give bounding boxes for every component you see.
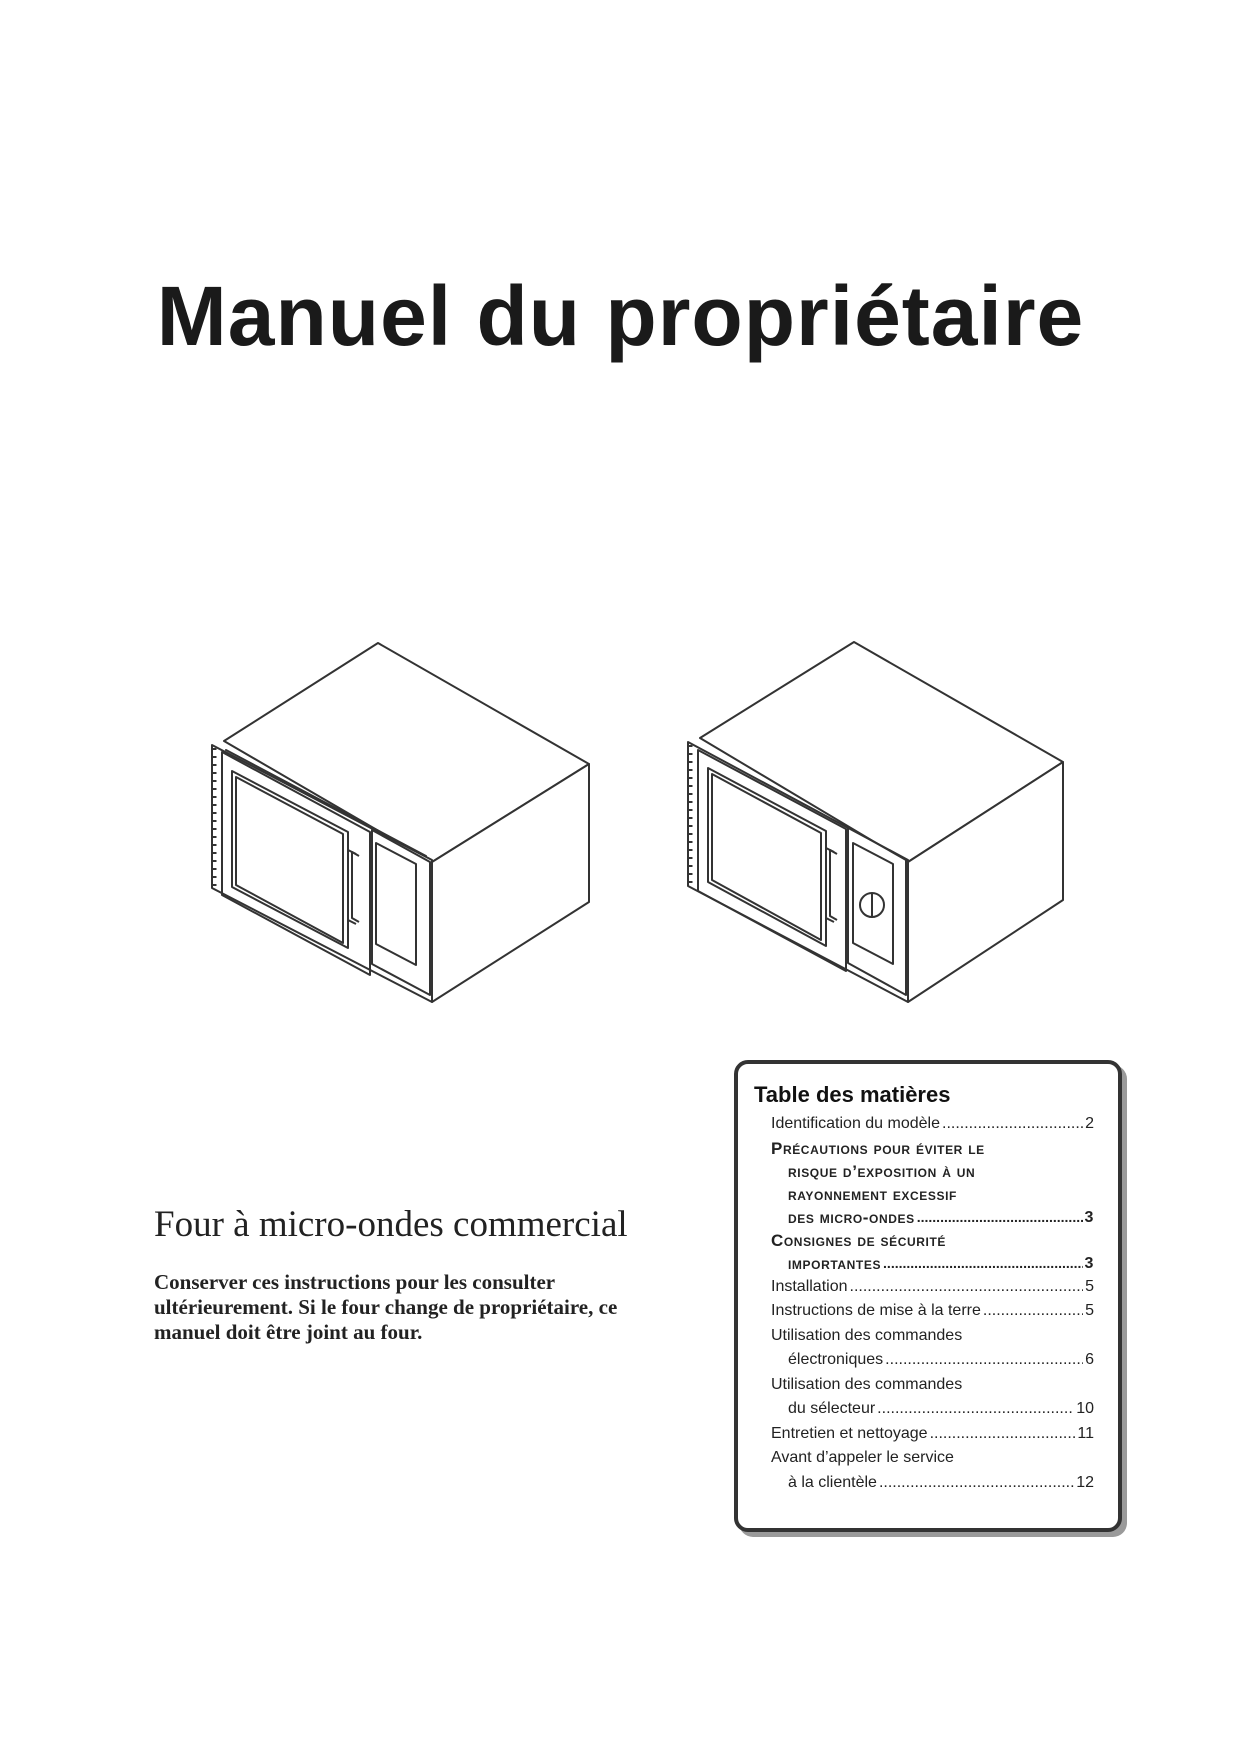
toc-entry-microwave-precautions[interactable]: Précautions pour éviter le risque d’exposition à un rayonnement excessif des micro-ondes ..... 3: [754, 1137, 1094, 1229]
toc-heading: Table des matières: [754, 1082, 951, 1107]
toc-entry-installation[interactable]: Installation ..... 5: [754, 1275, 1094, 1300]
keep-instructions-note: Conserver ces instructions pour les consulter ultérieurement. Si le four change de propriétaire, ce manuel doit être joint au four.: [154, 1270, 618, 1344]
microwave-dial-control-illustration: [688, 642, 1063, 1002]
product-subtitle: Four à micro-ondes commercial: [154, 1204, 628, 1245]
toc-entry-care-cleaning[interactable]: Entretien et nettoyage ..... 11: [754, 1422, 1094, 1447]
table-of-contents: [734, 1060, 1122, 1532]
toc-entry-electronic-controls[interactable]: Utilisation des commandes électroniques ..... 6: [754, 1324, 1094, 1373]
page-title: Manuel du propriétaire: [156, 269, 1085, 363]
toc-entry-model-identification[interactable]: Identification du modèle ..... 2: [754, 1112, 1094, 1137]
toc-entry-safety-instructions[interactable]: Consignes de sécurité importantes ..... 3: [754, 1229, 1094, 1275]
toc-entry-dial-controls[interactable]: Utilisation des commandes du sélecteur ..... 10: [754, 1373, 1094, 1422]
microwave-electronic-controls-illustration: [212, 643, 589, 1002]
toc-entry-grounding[interactable]: Instructions de mise à la terre ..... 5: [754, 1299, 1094, 1324]
toc-entry-customer-service[interactable]: Avant d’appeler le service à la clientèle ..... 12: [754, 1446, 1094, 1495]
